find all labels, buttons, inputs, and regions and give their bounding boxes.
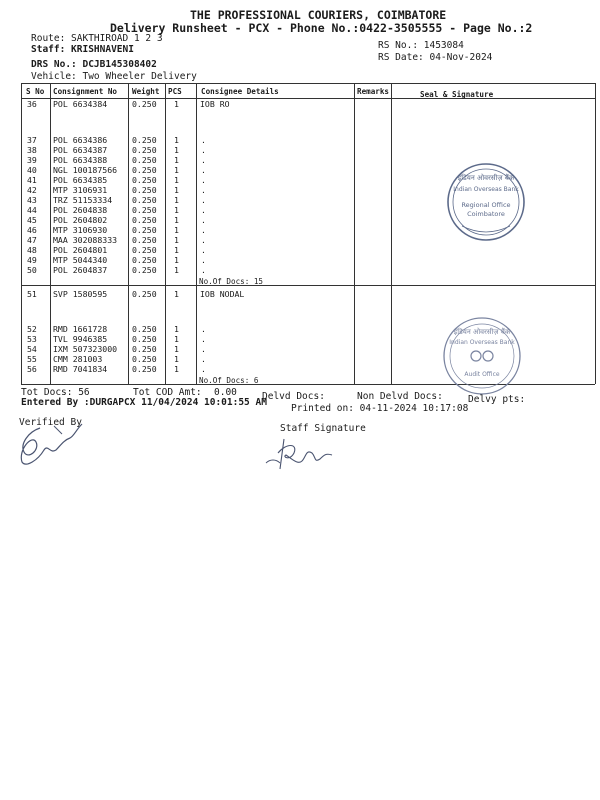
route: Route: SAKTHIROAD 1 2 3 xyxy=(31,33,163,44)
col-header-sno: S No xyxy=(26,87,45,96)
cell-consignment: POL 6634387 xyxy=(53,145,108,155)
cell-sno: 45 xyxy=(27,215,37,225)
company-title: THE PROFESSIONAL COURIERS, COIMBATORE xyxy=(190,8,447,22)
cell-pcs: 1 xyxy=(174,255,179,265)
cell-weight: 0.250 xyxy=(132,205,157,215)
cell-consignee-mark: . xyxy=(201,145,206,155)
staff: Staff: KRISHNAVENI xyxy=(31,44,134,55)
cell-consignee-mark: . xyxy=(201,265,206,275)
group-doc-count: No.Of Docs: 15 xyxy=(199,277,264,286)
cell-weight: 0.250 xyxy=(132,235,157,245)
group-doc-count: No.Of Docs: 6 xyxy=(199,376,259,385)
rs-number: RS No.: 1453084 xyxy=(378,40,464,51)
cell-weight: 0.250 xyxy=(132,185,157,195)
cell-weight: 0.250 xyxy=(132,145,157,155)
table-top-border xyxy=(21,83,595,84)
col-header-seal: Seal & Signature xyxy=(420,90,494,99)
cell-sno: 56 xyxy=(27,364,37,374)
staff-signature-label: Staff Signature xyxy=(280,423,366,434)
cell-consignee-mark: . xyxy=(201,235,206,245)
cell-consignment: MTP 5044340 xyxy=(53,255,108,265)
cell-consignment: POL 2604802 xyxy=(53,215,108,225)
seal1-line2: Indian Overseas Bank xyxy=(453,186,519,193)
cell-pcs: 1 xyxy=(174,155,179,165)
cell-consignee-mark: . xyxy=(201,175,206,185)
col-header-consignment: Consignment No xyxy=(53,87,118,96)
cell-pcs: 1 xyxy=(174,334,179,344)
cell-weight: 0.250 xyxy=(132,135,157,145)
cell-weight: 0.250 xyxy=(132,344,157,354)
table-row xyxy=(0,245,600,255)
table-row xyxy=(0,135,600,145)
cell-pcs: 1 xyxy=(174,165,179,175)
verifier-signature xyxy=(10,420,90,470)
table-row xyxy=(0,145,600,155)
seal2-line1: इंडियन ओवरसीज़ बैंक xyxy=(453,328,511,336)
col-header-remarks: Remarks xyxy=(357,87,390,96)
cell-consignee-mark: . xyxy=(201,205,206,215)
cell-consignee-mark: . xyxy=(201,135,206,145)
cell-pcs: 1 xyxy=(174,205,179,215)
total-cod-label: Tot COD Amt: xyxy=(133,387,202,398)
cell-weight: 0.250 xyxy=(132,195,157,205)
non-delivered-docs: Non Delvd Docs: xyxy=(357,391,443,402)
seal2-line2: Indian Overseas Bank xyxy=(449,339,515,346)
cell-pcs: 1 xyxy=(174,215,179,225)
cell-consignment: TVL 9946385 xyxy=(53,334,108,344)
cell-sno: 37 xyxy=(27,135,37,145)
bank-logo-icon xyxy=(471,351,493,361)
table-row xyxy=(0,265,600,275)
cell-consignee: IOB NODAL xyxy=(200,289,245,299)
delivered-docs: Delvd Docs: xyxy=(262,391,325,402)
verified-by-label: Verified By xyxy=(19,417,82,428)
cell-weight: 0.250 xyxy=(132,99,157,109)
cell-consignment: POL 6634386 xyxy=(53,135,108,145)
cell-sno: 43 xyxy=(27,195,37,205)
cell-sno: 51 xyxy=(27,289,37,299)
seal2-line3: Audit Office xyxy=(464,371,500,378)
runsheet-title: Delivery Runsheet - PCX - Phone No.:0422-3505555 - Page No.:2 xyxy=(110,21,533,35)
cell-sno: 50 xyxy=(27,265,37,275)
cell-weight: 0.250 xyxy=(132,155,157,165)
drs-number: DRS No.: DCJB145308402 xyxy=(31,59,157,70)
seal1-line4: Coimbatore xyxy=(467,210,505,218)
cell-consignment: MTP 3106930 xyxy=(53,225,108,235)
col-header-weight: Weight xyxy=(132,87,160,96)
staff-signature xyxy=(262,435,352,475)
cell-consignee: IOB RO xyxy=(200,99,230,109)
cell-consignee-mark: . xyxy=(201,364,206,374)
cell-sno: 49 xyxy=(27,255,37,265)
cell-consignee-mark: . xyxy=(201,225,206,235)
cell-weight: 0.250 xyxy=(132,225,157,235)
group-separator xyxy=(21,285,595,286)
cell-sno: 53 xyxy=(27,334,37,344)
cell-pcs: 1 xyxy=(174,265,179,275)
cell-pcs: 1 xyxy=(174,99,179,109)
cell-pcs: 1 xyxy=(174,175,179,185)
cell-consignment: POL 6634388 xyxy=(53,155,108,165)
cell-pcs: 1 xyxy=(174,344,179,354)
cell-consignment: POL 2604837 xyxy=(53,265,108,275)
cell-consignment: POL 6634385 xyxy=(53,175,108,185)
cell-weight: 0.250 xyxy=(132,324,157,334)
cell-pcs: 1 xyxy=(174,235,179,245)
bank-seal-audit-office xyxy=(440,314,524,398)
delivery-points: Delvy pts: xyxy=(468,394,526,405)
cell-consignee-mark: . xyxy=(201,334,206,344)
table-row xyxy=(0,255,600,265)
cell-weight: 0.250 xyxy=(132,354,157,364)
col-header-consignee: Consignee Details xyxy=(201,87,279,96)
cell-weight: 0.250 xyxy=(132,334,157,344)
cell-consignment: RMD 7041834 xyxy=(53,364,108,374)
cell-consignment: IXM 507323000 xyxy=(53,344,118,354)
cell-pcs: 1 xyxy=(174,195,179,205)
cell-consignee-mark: . xyxy=(201,245,206,255)
cell-sno: 54 xyxy=(27,344,37,354)
cell-sno: 42 xyxy=(27,185,37,195)
total-cod-value: 0.00 xyxy=(214,387,237,398)
cell-sno: 41 xyxy=(27,175,37,185)
cell-sno: 48 xyxy=(27,245,37,255)
cell-sno: 46 xyxy=(27,225,37,235)
cell-sno: 40 xyxy=(27,165,37,175)
cell-consignee-mark: . xyxy=(201,155,206,165)
cell-sno: 36 xyxy=(27,99,37,109)
cell-pcs: 1 xyxy=(174,245,179,255)
cell-consignee-mark: . xyxy=(201,215,206,225)
cell-consignee-mark: . xyxy=(201,324,206,334)
cell-pcs: 1 xyxy=(174,185,179,195)
cell-consignment: SVP 1580595 xyxy=(53,289,108,299)
cell-consignee-mark: . xyxy=(201,165,206,175)
bank-seal-regional-office xyxy=(444,160,528,244)
col-header-pcs: PCS xyxy=(168,87,182,96)
cell-consignment: CMM 281003 xyxy=(53,354,103,364)
seal1-line3: Regional Office xyxy=(461,201,511,209)
cell-pcs: 1 xyxy=(174,145,179,155)
cell-sno: 55 xyxy=(27,354,37,364)
cell-consignee-mark: . xyxy=(201,185,206,195)
cell-consignee-mark: . xyxy=(201,354,206,364)
cell-consignment: POL 2604801 xyxy=(53,245,108,255)
total-docs: Tot Docs: 56 xyxy=(21,387,90,398)
cell-weight: 0.250 xyxy=(132,215,157,225)
cell-sno: 44 xyxy=(27,205,37,215)
cell-pcs: 1 xyxy=(174,289,179,299)
cell-pcs: 1 xyxy=(174,354,179,364)
cell-weight: 0.250 xyxy=(132,165,157,175)
cell-weight: 0.250 xyxy=(132,255,157,265)
cell-weight: 0.250 xyxy=(132,265,157,275)
cell-weight: 0.250 xyxy=(132,364,157,374)
cell-pcs: 1 xyxy=(174,225,179,235)
seal1-line1: इंडियन ओवरसीज़ बैंक xyxy=(457,174,515,182)
cell-pcs: 1 xyxy=(174,324,179,334)
cell-consignment: NGL 100187566 xyxy=(53,165,118,175)
cell-consignment: MAA 302088333 xyxy=(53,235,118,245)
cell-sno: 38 xyxy=(27,145,37,155)
cell-consignment: TRZ 51153334 xyxy=(53,195,113,205)
cell-weight: 0.250 xyxy=(132,245,157,255)
table-row xyxy=(0,289,600,299)
cell-weight: 0.250 xyxy=(132,289,157,299)
cell-consignment: POL 2604838 xyxy=(53,205,108,215)
table-row xyxy=(0,99,600,109)
cell-weight: 0.250 xyxy=(132,175,157,185)
cell-sno: 39 xyxy=(27,155,37,165)
cell-sno: 47 xyxy=(27,235,37,245)
cell-pcs: 1 xyxy=(174,364,179,374)
printed-on: Printed on: 04-11-2024 10:17:08 xyxy=(291,403,469,414)
cell-consignment: RMD 1661728 xyxy=(53,324,108,334)
cell-consignee-mark: . xyxy=(201,255,206,265)
entered-by: Entered By :DURGAPCX 11/04/2024 10:01:55 AM xyxy=(21,397,267,408)
cell-consignment: POL 6634384 xyxy=(53,99,108,109)
cell-consignee-mark: . xyxy=(201,195,206,205)
cell-consignee-mark: . xyxy=(201,344,206,354)
cell-sno: 52 xyxy=(27,324,37,334)
cell-pcs: 1 xyxy=(174,135,179,145)
cell-consignment: MTP 3106931 xyxy=(53,185,108,195)
vehicle: Vehicle: Two Wheeler Delivery xyxy=(31,71,197,82)
rs-date: RS Date: 04-Nov-2024 xyxy=(378,52,493,63)
